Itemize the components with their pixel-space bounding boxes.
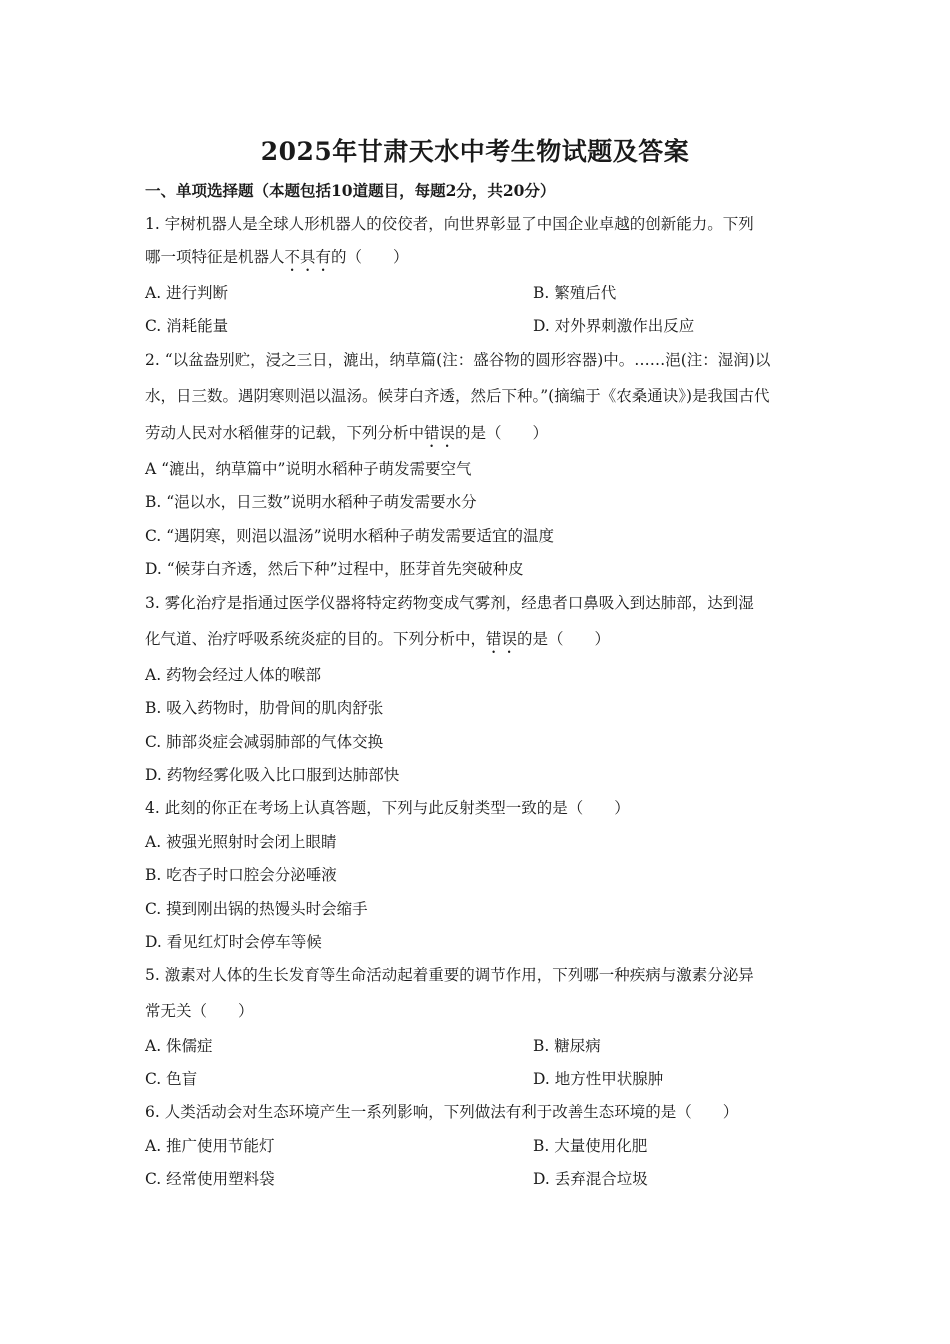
q2-option-c: C. “遇阴寒，则浥以温汤”说明水稻种子萌发需要适宜的温度 [145, 527, 555, 545]
q6-stem-line1: 6. 人类活动会对生态环境产生一系列影响，下列做法有利于改善生态环境的是（ ） [145, 1103, 739, 1121]
q5-stem-line1: 5. 激素对人体的生长发育等生命活动起着重要的调节作用，下列哪一种疾病与激素分泌异 [145, 966, 754, 984]
q1-option-a: A. 进行判断 [145, 284, 229, 302]
q2-emphasis: 错误 [424, 424, 456, 442]
q5-option-d: D. 地方性甲状腺肿 [533, 1070, 664, 1088]
q6-option-b: B. 大量使用化肥 [533, 1137, 648, 1155]
q6-option-d: D. 丢弃混合垃圾 [533, 1170, 648, 1188]
q4-option-a: A. 被强光照射时会闭上眼睛 [145, 833, 337, 851]
q3-stem-tail: 的是（ ） [517, 630, 611, 648]
q3-option-d: D. 药物经雾化吸入比口服到达肺部快 [145, 766, 400, 784]
q1-option-b: B. 繁殖后代 [533, 284, 617, 302]
q2-stem-line2: 水，日三数。遇阴寒则浥以温汤。候芽白齐透，然后下种。”(摘编于《农桑通诀》)是我国古代 [145, 387, 770, 405]
q5-option-c: C. 色盲 [145, 1070, 198, 1088]
q3-option-b: B. 吸入药物时，肋骨间的肌肉舒张 [145, 699, 384, 717]
q3-stem-line2 [145, 629, 610, 657]
q5-stem-line2: 常无关（ ） [145, 1002, 254, 1020]
q2-option-a: A “漉出，纳草篇中”说明水稻种子萌发需要空气 [145, 460, 472, 478]
q5-option-b: B. 糖尿病 [533, 1037, 601, 1055]
q1-stem-line2 [145, 247, 409, 275]
q5-option-a: A. 侏儒症 [145, 1037, 213, 1055]
q1-option-d: D. 对外界刺激作出反应 [533, 317, 695, 335]
q6-option-a: A. 推广使用节能灯 [145, 1137, 275, 1155]
q1-stem-line1: 1. 宇树机器人是全球人形机器人的佼佼者，向世界彰显了中国企业卓越的创新能力。下列 [145, 215, 754, 233]
q4-option-c: C. 摸到刚出锅的热馒头时会缩手 [145, 900, 368, 918]
q3-emphasis: 错误 [486, 630, 518, 648]
page-title: 2025年甘肃天水中考生物试题及答案 [260, 137, 690, 166]
q3-stem-text: 化气道、治疗呼吸系统炎症的目的。下列分析中， [145, 630, 487, 648]
q2-option-b: B. “浥以水，日三数”说明水稻种子萌发需要水分 [145, 493, 477, 511]
q2-stem-line1: 2. “以盆盎别贮，浸之三日，漉出，纳草篇(注：盛谷物的圆形容器)中。……浥(注：湿润)以 [145, 351, 771, 369]
q2-stem-text: 劳动人民对水稻催芽的记载，下列分析中 [145, 424, 425, 442]
q4-option-d: D. 看见红灯时会停车等候 [145, 933, 322, 951]
q2-stem-tail: 的是（ ） [455, 424, 549, 442]
q2-option-d: D. “候芽白齐透，然后下种”过程中，胚芽首先突破种皮 [145, 560, 524, 578]
q1-stem-tail: 的（ ） [331, 248, 409, 266]
q3-stem-line1: 3. 雾化治疗是指通过医学仪器将特定药物变成气雾剂，经患者口鼻吸入到达肺部，达到湿 [145, 594, 754, 612]
q1-emphasis: 不具有 [284, 248, 332, 266]
q1-stem-text: 哪一项特征是机器人 [145, 248, 285, 266]
q6-option-c: C. 经常使用塑料袋 [145, 1170, 275, 1188]
q4-stem-line1: 4. 此刻的你正在考场上认真答题，下列与此反射类型一致的是（ ） [145, 799, 630, 817]
q2-stem-line3 [145, 423, 548, 451]
section-heading: 一、单项选择题（本题包括10道题目，每题2分，共20分） [145, 181, 556, 200]
q3-option-c: C. 肺部炎症会减弱肺部的气体交换 [145, 733, 384, 751]
q1-option-c: C. 消耗能量 [145, 317, 229, 335]
q3-option-a: A. 药物会经过人体的喉部 [145, 666, 322, 684]
q4-option-b: B. 吃杏子时口腔会分泌唾液 [145, 866, 337, 884]
